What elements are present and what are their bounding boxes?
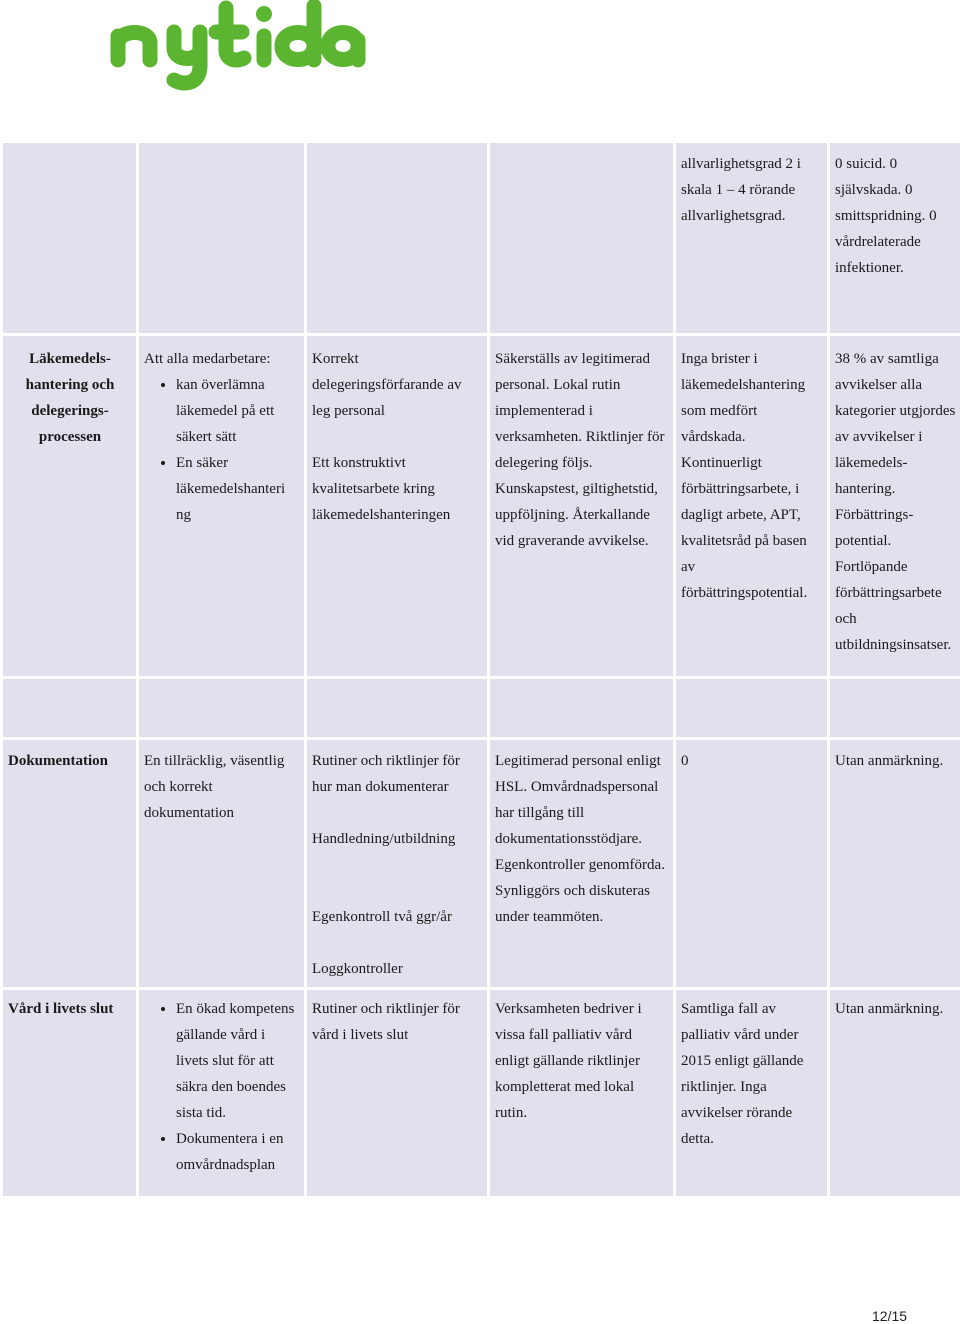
cell: [830, 679, 960, 737]
cell: [139, 143, 304, 333]
cell: Säkerställs av legitimerad personal. Lokal rutin implementerad i verksamheten. Riktlinjer för delegering följs. Kunskapstest, giltighetstid, uppföljning. Återkallande vid graverande avvikelse.: [490, 336, 673, 676]
cell: Verksamheten bedriver i vissa fall palliativ vård enligt gällande riktlinjer kompletterat med lokal rutin.: [490, 990, 673, 1196]
cell: [490, 143, 673, 333]
table-row: [3, 740, 960, 987]
table-row: [3, 143, 960, 333]
goal-list: [144, 996, 300, 1178]
table-row: [3, 336, 960, 676]
list-item: • kan överlämna läkemedel på ett säkert sätt: [176, 372, 300, 450]
cell: [307, 679, 487, 737]
cell: Rutiner och riktlinjer för vård i livets slut: [307, 990, 487, 1196]
cell: [3, 143, 136, 333]
page-number: 12/15: [872, 1308, 908, 1324]
cell: [676, 679, 827, 737]
cell: Rutiner och riktlinjer för hur man dokumenterar Handledning/utbildning Egenkontroll två ggr/år Loggkontroller: [307, 740, 487, 987]
goal-cell: [139, 990, 304, 1196]
table-row: [3, 679, 960, 737]
goal-list: [144, 372, 300, 528]
nytida-logo: [108, 0, 370, 95]
cell: Samtliga fall av palliativ vård under 2015 enligt gällande riktlinjer. Inga avvikelser rörande detta.: [676, 990, 827, 1196]
row-heading: Läkemedels- hantering och delegerings- processen: [3, 336, 136, 676]
cell: Korrekt delegeringsförfarande av leg personal Ett konstruktivt kvalitetsarbete kring läkemedelshanteringen: [307, 336, 487, 676]
cell: allvarlighetsgrad 2 i skala 1 – 4 rörande allvarlighetsgrad.: [676, 143, 827, 333]
row-heading: Vård i livets slut: [3, 990, 136, 1196]
cell: Utan anmärkning.: [830, 990, 960, 1196]
cell: 0: [676, 740, 827, 987]
list-item: • En ökad kompetens gällande vård i livets slut för att säkra den boendes sista tid.: [176, 996, 300, 1126]
cell: [139, 679, 304, 737]
cell: 38 % av samtliga avvikelser alla kategorier utgjordes av avvikelser i läkemedels- hantering. Förbättrings- potential. Fortlöpande förbättringsarbete och utbildningsinsatser.: [830, 336, 960, 676]
cell: [490, 679, 673, 737]
table-row: [3, 990, 960, 1196]
list-item: • Dokumentera i en omvårdnadsplan: [176, 1126, 300, 1178]
cell: [307, 143, 487, 333]
row-heading: Dokumentation: [3, 740, 136, 987]
cell: Utan anmärkning.: [830, 740, 960, 987]
quality-table: [0, 140, 960, 1199]
cell: [3, 679, 136, 737]
cell: Legitimerad personal enligt HSL. Omvårdnadspersonal har tillgång till dokumentationsstödjare. Egenkontroller genomförda. Synliggörs och diskuteras under teammöten.: [490, 740, 673, 987]
cell: En tillräcklig, väsentlig och korrekt dokumentation: [139, 740, 304, 987]
goal-cell: Att alla medarbetare: • kan överlämna läkemedel på ett säkert sätt • En säker läkemedelshanteri ng: [139, 336, 304, 676]
cell: Inga brister i läkemedelshantering som medfört vårdskada. Kontinuerligt förbättringsarbete, i dagligt arbete, APT, kvalitetsråd på basen av förbättringspotential.: [676, 336, 827, 676]
cell: 0 suicid. 0 självskada. 0 smittspridning. 0 vårdrelaterade infektioner.: [830, 143, 960, 333]
list-item: • En säker läkemedelshanteri ng: [176, 450, 300, 528]
